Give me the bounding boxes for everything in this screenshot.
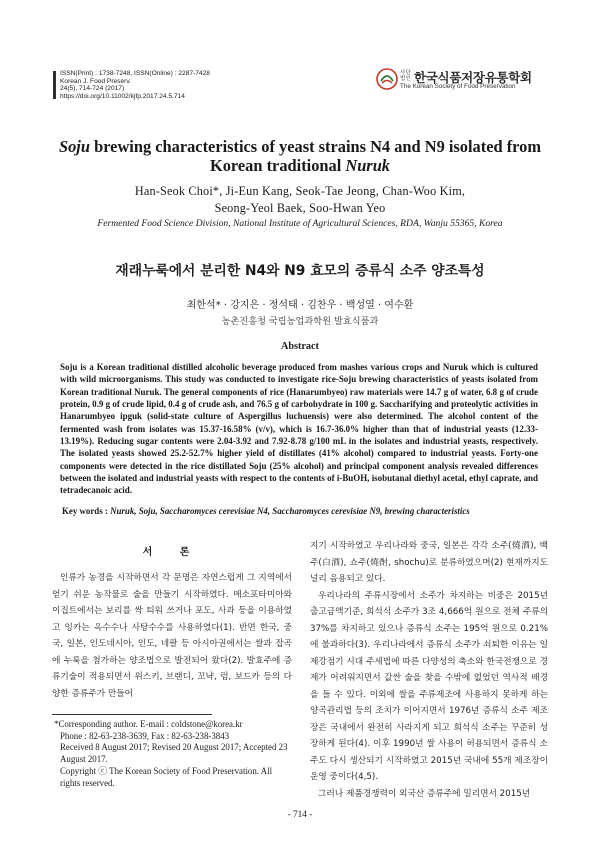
keywords-text: Nuruk, Soju, Saccharomyces cerevisiae N4, Saccharomyces cerevisiae N9, brewing characteristics [110, 506, 470, 516]
title-line1: brewing characteristics of yeast strains N4 and N9 isolated from [89, 137, 541, 156]
society-name-en: The Korean Society of Food Preservation [400, 83, 516, 90]
affiliation: Fermented Food Science Division, National Institute of Agricultural Sciences, RDA, Wanju 55365, Korea [97, 218, 503, 229]
korean-affiliation: 농촌진흥청 국립농업과학원 발효식품과 [221, 316, 379, 327]
page-number: - 714 - [287, 810, 313, 820]
keywords-label: Key words : [62, 506, 111, 516]
society-corp-mark: 사단 법인 [400, 70, 411, 82]
abstract-heading: Abstract [281, 341, 319, 352]
intro-col2-para1: 지기 시작하였고 우리나라와 중국, 일본은 각각 소주(燒酒), 백주(白酒), 쇼주(燒酎, shochu)로 분류하였으며(2) 현재까지도 널리 음용되고 있다. [310, 541, 548, 584]
volume-issue: 24(5), 714-724 (2017) [60, 85, 125, 93]
title-nuruk: Nuruk [345, 156, 391, 175]
issn-line: ISSN(Print) : 1738-7248, ISSN(Online) : 2287-7428 [60, 70, 210, 77]
authors-line2: Seong-Yeol Baek, Soo-Hwan Yeo [214, 201, 386, 215]
journal-meta [60, 70, 210, 100]
paper-title [40, 137, 560, 175]
intro-col2-para2: 우리나라의 주류시장에서 소주가 차지하는 비중은 2015년 출고금액기준, 희석식 소주가 3조 4,666억 원으로 전체 주류의 37%를 차지하고 있으나 증류식 소주는 195억 원으로 0.21%에 불과하다(3). 우리나라에서 증류식 소주가 쇠퇴한 이유는 일제강점기 시대 주세법에 따른 다양성의 축소와 한국전쟁으로 경제가 어려워지면서 값싼 술을 찾을 수밖에 없었던 역사적 배경을 들 수 있다. 이외에 쌀을 주류제조에 사용하지 못하게 하는 양곡관리법 등의 조치가 이어지면서 1976년 증류식 소주 제조장은 국내에서 완전히 사라지게 되고 희석식 소주는 꾸준히 성장하게 된다(4). 이후 1990년 쌀 사용이 허용되면서 증류식 소주도 다시 생산되기 시작하였고 2015년 국내에 55개 제조장이 운영 중이다(4,5). [310, 590, 548, 782]
footnote-rule [52, 714, 212, 715]
footnote [54, 719, 294, 789]
society-emblem-icon [376, 68, 398, 90]
intro-col2-para3: 그러나 제품경쟁력이 외국산 증류주에 밀리면서 2015년 [318, 788, 531, 799]
intro-col1-text: 인류가 농경을 시작하면서 각 문명은 자연스럽게 그 지역에서 얻기 쉬운 농작물로 술을 만들기 시작하였다. 메소포타미아와 이집트에서는 보리를 싹 틔워 쓰거나 포도, 사과 등을 이용하였고 잉카는 옥수수나 사탕수수를 사용하였다(1). 반면 한국, 중국, 일본, 인도네시아, 인도, 네팔 등 아시아권에서는 쌀과 잡곡에 누룩을 첨가하는 양조법으로 발전되어 왔다(2). 발효주에 증류기술이 적용되면서 위스키, 브랜디, 꼬냑, 럼, 보드카 등의 다양한 증류주가 만들어 [52, 573, 292, 699]
title-line2: Korean traditional [209, 156, 346, 175]
society-name-kr: 한국식품저장유통학회 [414, 70, 532, 85]
korean-title: 재래누룩에서 분리한 N4와 N9 효모의 증류식 소주 양조특성 [115, 263, 485, 279]
keywords [62, 506, 542, 516]
journal-name: Korean J. Food Preserv. [60, 77, 131, 85]
copyright: Copyright ⓒ The Korean Society of Food Preservation. All rights reserved. [60, 765, 273, 788]
society-logo [376, 68, 546, 92]
intro-heading: 서 론 [142, 547, 202, 558]
title-soju: Soju [59, 137, 90, 156]
abstract-text: Soju is a Korean traditional distilled alcoholic beverage produced from mashes various crops and Nuruk which is cultured with wild microorganisms. This study was conducted to investigate rice-Soju brewing characteristics of yeasts isolated from Korean traditional Nuruk. The general components of rice (Hanarumbyeo) raw materials were 14.7 g of water, 6.8 g of crude protein, 0.9 g of crude lipid, 0.4 g of crude ash, and 76.5 g of carbohydrate in 100 g. Saccharifying and proteolytic activities in Hanarumbyeo ipguk (solid-state culture of Aspergillus luchuensis) were also determined. The alcohol content of the fermented wash from isolates was 15.37-16.58% (v/v), which is 16.7-36.0% higher than that of industrial yeasts (12.33-13.19%). Reducing sugar contents were 2.04-3.92 and 7.92-8.78 g/100 mL in the isolates and industrial yeasts, respectively. The isolated yeasts showed 25.2-52.7% higher yield of distillates (41% alcohol) compared to industrial yeasts. Forty-one components were detected in the rice distillated Soju (25% alcohol) and principal component analysis revealed differences between the isolated and industrial yeasts with respect to the contents of i-BuOH, isobutanal diethyl acetal, ethyl caprate, and tetradecanoic acid. [60, 362, 538, 496]
meta-bar [53, 71, 56, 99]
korean-authors: 최한석* · 강지은 · 정석태 · 김찬우 · 백성열 · 여수환 [186, 300, 414, 311]
doi-link[interactable]: https://doi.org/10.11002/kjfp.2017.24.5.714 [60, 92, 185, 100]
phone-fax: Phone : 82-63-238-3639, Fax : 82-63-238-3843 [60, 730, 230, 741]
dates: Received 8 August 2017; Revised 20 August 2017; Accepted 23 August 2017. [60, 742, 288, 765]
authors-line1: Han-Seok Choi*, Ji-Eun Kang, Seok-Tae Jeong, Chan-Woo Kim, [134, 184, 466, 198]
author-list [60, 183, 540, 217]
intro-col2 [310, 538, 548, 802]
corresponding-author: *Corresponding author. E-mail : coldstone@korea.kr [54, 719, 243, 729]
